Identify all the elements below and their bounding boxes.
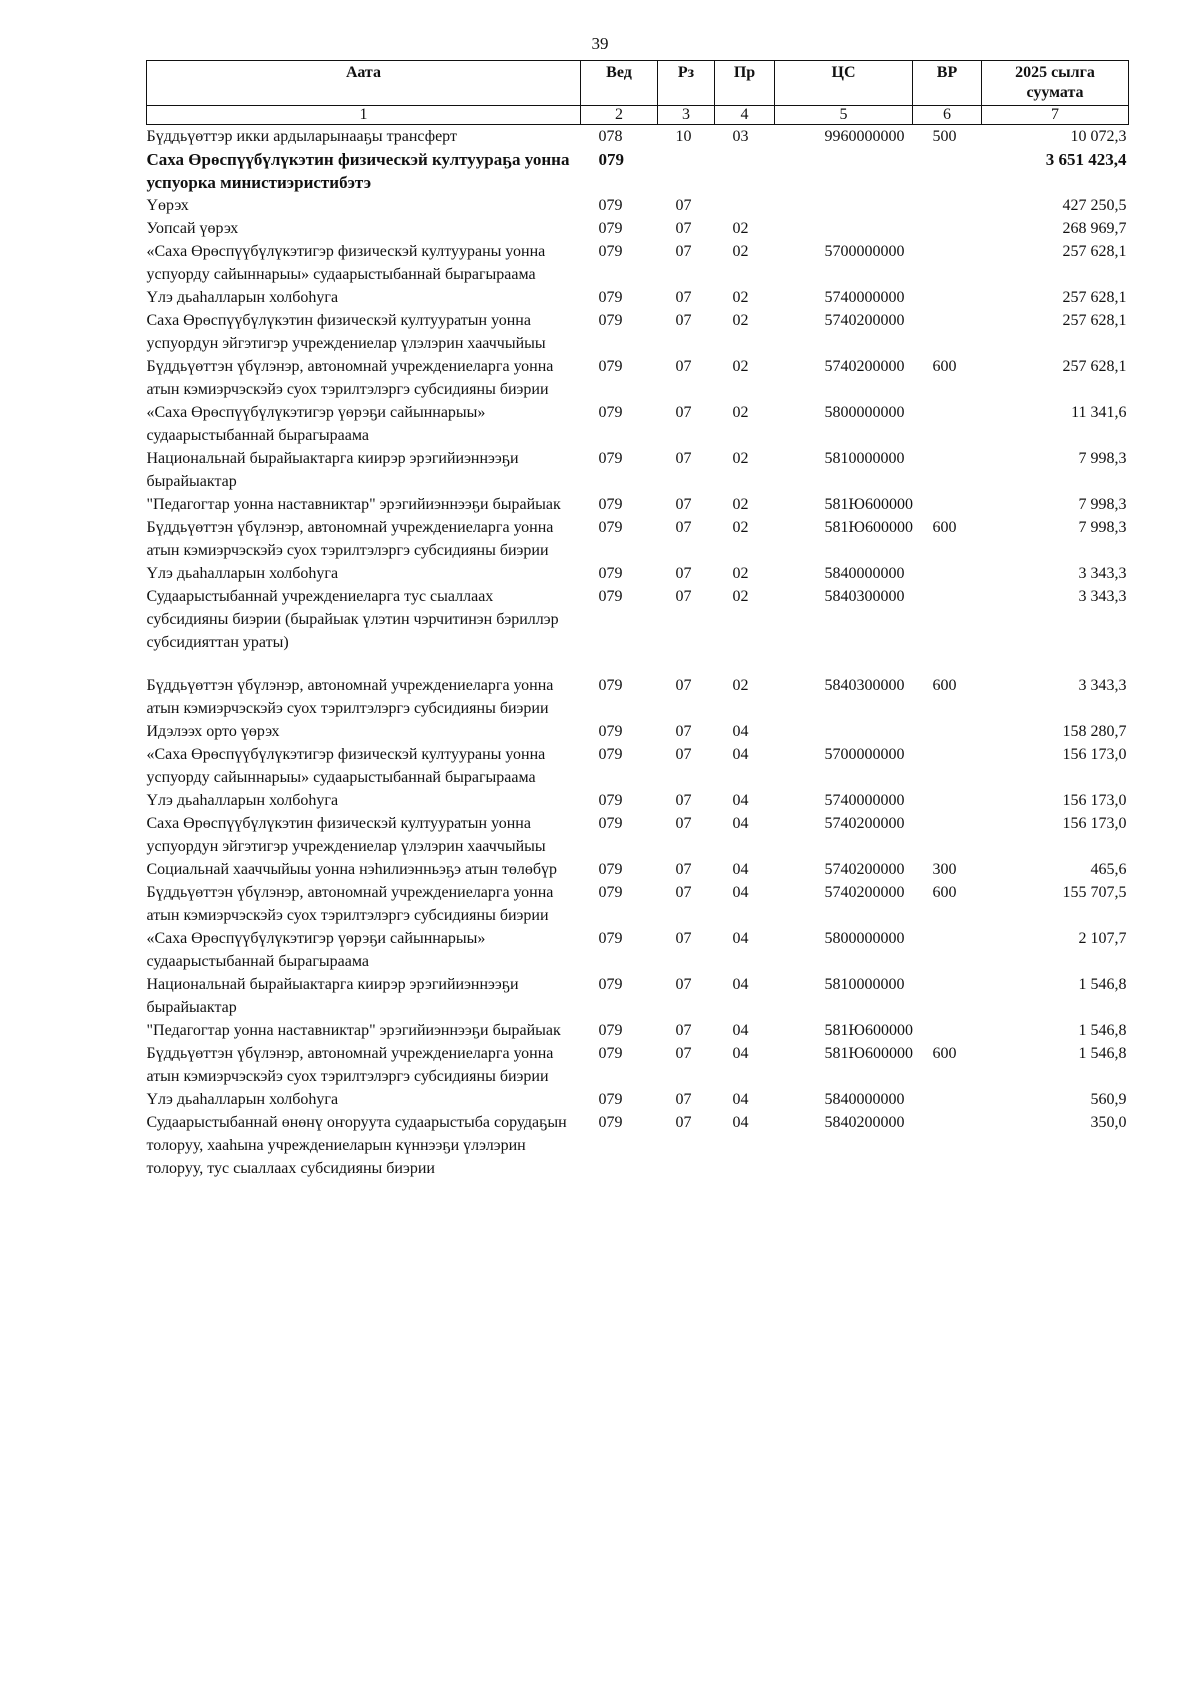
row-sum: 7 998,3 (1078, 496, 1127, 513)
table-row (147, 309, 1129, 355)
row-pr: 04 (732, 723, 749, 740)
row-vr (913, 493, 982, 516)
row-ved: 079 (598, 450, 623, 467)
row-name: Саха Өрөспүүбүлүкэтин физическэй култуураҕа уонна успуорка министиэристибэтэ (146, 150, 570, 192)
table-row (147, 1088, 1129, 1111)
table-row (147, 743, 1129, 789)
row-rz: 07 (675, 1045, 692, 1062)
row-vr (913, 973, 982, 1019)
row-sum: 465,6 (1090, 861, 1127, 878)
row-name: «Саха Өрөспүүбүлүкэтигэр үөрэҕи сайыннарыы» судаарыстыбаннай бырагыраама (146, 930, 486, 970)
header-pr: Пр (715, 61, 775, 106)
row-ved: 079 (598, 289, 623, 306)
row-sum: 3 343,3 (1078, 588, 1127, 605)
row-name: Үлэ дьаһалларын холбоһуга (146, 565, 339, 582)
row-cs: 5840300000 (824, 677, 905, 694)
row-vr: 600 (932, 358, 957, 375)
column-number: 3 (658, 106, 715, 125)
row-rz: 07 (675, 1022, 692, 1039)
row-cs (775, 148, 913, 194)
row-ved: 079 (598, 815, 623, 832)
row-rz: 07 (675, 588, 692, 605)
table-row (147, 585, 1129, 674)
row-name: Бүддьүөттэн үбүлэнэр, автономнай учреждениеларга уонна атын кэмиэрчэскэйэ суох тэрилтэлэргэ субсидияны биэрии (146, 677, 554, 717)
row-name: «Саха Өрөспүүбүлүкэтигэр физическэй култуураны уонна успуорду сайыннарыы» судаарыстыбаннай бырагыраама (146, 746, 546, 786)
row-sum: 156 173,0 (1062, 815, 1127, 832)
row-vr (913, 720, 982, 743)
table-row (147, 789, 1129, 812)
row-vr (913, 148, 982, 194)
row-name: Бүддьүөттэн үбүлэнэр, автономнай учреждениеларга уонна атын кэмиэрчэскэйэ суох тэрилтэлэргэ субсидияны биэрии (146, 1045, 554, 1085)
row-sum: 560,9 (1090, 1091, 1127, 1108)
row-ved: 079 (598, 150, 624, 169)
row-pr: 04 (732, 1045, 749, 1062)
row-cs: 5800000000 (824, 404, 905, 421)
row-pr: 02 (732, 220, 749, 237)
row-ved: 079 (598, 588, 623, 605)
row-name: «Саха Өрөспүүбүлүкэтигэр физическэй култуураны уонна успуорду сайыннарыы» судаарыстыбаннай бырагыраама (146, 243, 546, 283)
table-row (147, 217, 1129, 240)
row-cs: 5740000000 (824, 289, 905, 306)
row-name: Үлэ дьаһалларын холбоһуга (146, 792, 339, 809)
row-ved: 079 (598, 1091, 623, 1108)
row-rz: 07 (675, 358, 692, 375)
row-name: Үлэ дьаһалларын холбоһуга (146, 289, 339, 306)
row-rz: 07 (675, 815, 692, 832)
header-rz: Рз (658, 61, 715, 106)
row-vr (913, 789, 982, 812)
header-sum: 2025 сылга суумата (982, 61, 1129, 106)
row-pr: 03 (732, 128, 749, 145)
row-ved: 079 (598, 792, 623, 809)
row-rz: 10 (675, 128, 692, 145)
row-cs (775, 194, 913, 217)
row-rz: 07 (675, 746, 692, 763)
row-rz: 07 (675, 220, 692, 237)
row-cs: 5810000000 (824, 450, 905, 467)
row-ved: 079 (598, 723, 623, 740)
row-name: Саха Өрөспүүбүлүкэтин физическэй култууратын уонна успуордун эйгэтигэр учреждениелар үлэлэрин хааччыйыы (146, 815, 546, 855)
row-pr: 04 (732, 1114, 749, 1131)
row-rz: 07 (675, 1114, 692, 1131)
row-vr: 500 (932, 128, 957, 145)
row-vr: 600 (932, 677, 957, 694)
row-pr: 04 (732, 1091, 749, 1108)
row-pr: 02 (732, 677, 749, 694)
row-cs: 5800000000 (824, 930, 905, 947)
row-pr: 02 (732, 312, 749, 329)
row-cs: 581Ю600000 (824, 519, 913, 536)
row-ved: 079 (598, 519, 623, 536)
table-row (147, 401, 1129, 447)
table-row (147, 240, 1129, 286)
row-sum: 7 998,3 (1078, 450, 1127, 467)
row-pr: 02 (732, 450, 749, 467)
row-cs: 5700000000 (824, 243, 905, 260)
row-rz: 07 (675, 861, 692, 878)
row-rz: 07 (675, 723, 692, 740)
row-cs: 5840300000 (824, 588, 905, 605)
row-sum: 3 343,3 (1078, 677, 1127, 694)
row-vr (913, 194, 982, 217)
table-row (147, 1111, 1129, 1180)
row-name: Бүддьүөттэн үбүлэнэр, автономнай учреждениеларга уонна атын кэмиэрчэскэйэ суох тэрилтэлэргэ субсидияны биэрии (146, 884, 554, 924)
row-name: Бүддьүөттэр икки ардыларынааҕы трансферт (146, 128, 457, 145)
row-vr (913, 1019, 982, 1042)
row-sum: 158 280,7 (1062, 723, 1127, 740)
table-row (147, 973, 1129, 1019)
row-sum: 268 969,7 (1062, 220, 1127, 237)
row-rz (658, 148, 715, 194)
row-vr: 300 (932, 861, 957, 878)
row-ved: 079 (598, 884, 623, 901)
table-row (147, 720, 1129, 743)
table-row (147, 927, 1129, 973)
row-vr (913, 286, 982, 309)
row-sum: 1 546,8 (1078, 976, 1127, 993)
table-row (147, 1042, 1129, 1088)
row-sum: 10 072,3 (1070, 128, 1127, 145)
row-ved: 079 (598, 243, 623, 260)
row-vr (913, 1088, 982, 1111)
row-name: Үөрэх (146, 197, 189, 214)
row-ved: 079 (598, 220, 623, 237)
row-sum: 11 341,6 (1071, 404, 1127, 421)
row-rz: 07 (675, 496, 692, 513)
header-vr: ВР (913, 61, 982, 106)
row-ved: 079 (598, 930, 623, 947)
row-name: Үлэ дьаһалларын холбоһуга (146, 1091, 339, 1108)
row-cs: 5740200000 (824, 884, 905, 901)
table-row (147, 286, 1129, 309)
table-row (147, 125, 1129, 149)
row-sum: 3 343,3 (1078, 565, 1127, 582)
row-ved: 079 (598, 677, 623, 694)
header-cs: ЦС (775, 61, 913, 106)
row-cs: 5740000000 (824, 792, 905, 809)
row-pr: 02 (732, 565, 749, 582)
row-sum: 257 628,1 (1062, 243, 1127, 260)
table-row (147, 812, 1129, 858)
row-sum: 156 173,0 (1062, 746, 1127, 763)
row-cs: 5740200000 (824, 312, 905, 329)
row-vr (913, 309, 982, 355)
table-row (147, 447, 1129, 493)
row-sum: 2 107,7 (1078, 930, 1127, 947)
column-number-row (147, 106, 1129, 125)
column-number: 2 (581, 106, 658, 125)
column-number: 4 (715, 106, 775, 125)
row-vr (913, 447, 982, 493)
table-row (147, 1019, 1129, 1042)
row-pr: 02 (732, 358, 749, 375)
row-cs: 5740200000 (824, 815, 905, 832)
row-pr (715, 148, 775, 194)
row-cs: 5840000000 (824, 1091, 905, 1108)
row-pr: 04 (732, 976, 749, 993)
row-vr: 600 (932, 1045, 957, 1062)
table-row (147, 881, 1129, 927)
table-body (147, 125, 1129, 1181)
row-pr: 04 (732, 792, 749, 809)
row-name: "Педагогтар уонна наставниктар" эрэгийиэннээҕи бырайыак (146, 496, 561, 513)
row-pr: 02 (732, 496, 749, 513)
row-vr (913, 217, 982, 240)
header-name: Аата (147, 61, 581, 106)
row-cs: 9960000000 (824, 128, 905, 145)
row-pr (715, 194, 775, 217)
row-ved: 079 (598, 746, 623, 763)
row-rz: 07 (675, 519, 692, 536)
row-rz: 07 (675, 289, 692, 306)
row-sum: 427 250,5 (1062, 197, 1127, 214)
row-pr: 02 (732, 588, 749, 605)
row-name: Идэлээх орто үөрэх (146, 723, 280, 740)
row-name: Уопсай үөрэх (146, 220, 239, 237)
row-cs: 5740200000 (824, 358, 905, 375)
row-sum: 3 651 423,4 (1045, 150, 1127, 169)
row-pr: 02 (732, 243, 749, 260)
table-row (147, 674, 1129, 720)
row-pr: 04 (732, 815, 749, 832)
row-ved: 079 (598, 1045, 623, 1062)
row-cs: 5740200000 (824, 861, 905, 878)
row-pr: 04 (732, 930, 749, 947)
row-name: Судаарыстыбаннай өнөнү оҥоруута судаарыстыба сорудаҕын толоруу, хааһына учреждениеларын күннээҕи үлэлэрин толоруу, тус сыаллаах субсидияны биэрии (146, 1114, 567, 1177)
row-sum: 7 998,3 (1078, 519, 1127, 536)
row-name: «Саха Өрөспүүбүлүкэтигэр үөрэҕи сайыннарыы» судаарыстыбаннай бырагыраама (146, 404, 486, 444)
row-sum: 257 628,1 (1062, 289, 1127, 306)
row-vr (913, 401, 982, 447)
row-vr: 600 (932, 519, 957, 536)
row-sum: 1 546,8 (1078, 1045, 1127, 1062)
row-rz: 07 (675, 1091, 692, 1108)
row-vr (913, 927, 982, 973)
column-number: 7 (982, 106, 1129, 125)
row-rz: 07 (675, 884, 692, 901)
row-ved: 078 (598, 128, 623, 145)
row-cs: 5810000000 (824, 976, 905, 993)
row-ved: 079 (598, 565, 623, 582)
row-rz: 07 (675, 565, 692, 582)
row-cs: 5840000000 (824, 565, 905, 582)
row-rz: 07 (675, 243, 692, 260)
row-rz: 07 (675, 312, 692, 329)
row-vr (913, 743, 982, 789)
row-vr (913, 812, 982, 858)
row-pr: 04 (732, 884, 749, 901)
row-pr: 02 (732, 289, 749, 306)
row-rz: 07 (675, 677, 692, 694)
row-name: Саха Өрөспүүбүлүкэтин физическэй култууратын уонна успуордун эйгэтигэр учреждениелар үлэлэрин хааччыйыы (146, 312, 546, 352)
row-rz: 07 (675, 930, 692, 947)
row-name: "Педагогтар уонна наставниктар" эрэгийиэннээҕи бырайыак (146, 1022, 561, 1039)
row-name: Национальнай бырайыактарга киирэр эрэгийиэннээҕи бырайыактар (146, 976, 519, 1016)
row-ved: 079 (598, 1114, 623, 1131)
row-name: Бүддьүөттэн үбүлэнэр, автономнай учреждениеларга уонна атын кэмиэрчэскэйэ суох тэрилтэлэргэ субсидияны биэрии (146, 519, 554, 559)
row-pr: 04 (732, 746, 749, 763)
table-row (147, 516, 1129, 562)
table-row (147, 148, 1129, 194)
row-rz: 07 (675, 792, 692, 809)
row-pr: 02 (732, 404, 749, 421)
table-row (147, 355, 1129, 401)
row-cs (775, 217, 913, 240)
row-pr: 02 (732, 519, 749, 536)
row-ved: 079 (598, 312, 623, 329)
table-row (147, 562, 1129, 585)
row-vr (913, 1111, 982, 1180)
row-sum: 156 173,0 (1062, 792, 1127, 809)
header-ved: Вед (581, 61, 658, 106)
row-cs: 581Ю600000 (824, 1022, 913, 1039)
row-rz: 07 (675, 450, 692, 467)
column-number: 5 (775, 106, 913, 125)
row-sum: 155 707,5 (1062, 884, 1127, 901)
page-number: 39 (591, 34, 609, 53)
column-number: 1 (147, 106, 581, 125)
row-rz: 07 (675, 404, 692, 421)
row-pr: 04 (732, 861, 749, 878)
row-cs: 581Ю600000 (824, 496, 913, 513)
table-row (147, 493, 1129, 516)
table-row (147, 194, 1129, 217)
row-sum: 1 546,8 (1078, 1022, 1127, 1039)
row-ved: 079 (598, 1022, 623, 1039)
row-cs: 5700000000 (824, 746, 905, 763)
row-sum: 257 628,1 (1062, 358, 1127, 375)
row-vr (913, 562, 982, 585)
row-cs: 5840200000 (824, 1114, 905, 1131)
row-ved: 079 (598, 861, 623, 878)
row-rz: 07 (675, 976, 692, 993)
row-vr (913, 240, 982, 286)
row-ved: 079 (598, 358, 623, 375)
row-rz: 07 (675, 197, 692, 214)
row-cs (775, 720, 913, 743)
row-sum: 257 628,1 (1062, 312, 1127, 329)
row-pr: 04 (732, 1022, 749, 1039)
row-cs: 581Ю600000 (824, 1045, 913, 1062)
row-name: Национальнай бырайыактарга киирэр эрэгийиэннээҕи бырайыактар (146, 450, 519, 490)
budget-table (146, 60, 1129, 1180)
row-ved: 079 (598, 976, 623, 993)
row-name: Судаарыстыбаннай учреждениеларга тус сыаллаах субсидияны биэрии (бырайыак үлэтин чэрчитинэн бэриллэр субсидияттан ураты) (146, 588, 559, 651)
row-name: Бүддьүөттэн үбүлэнэр, автономнай учреждениеларга уонна атын кэмиэрчэскэйэ суох тэрилтэлэргэ субсидияны биэрии (146, 358, 554, 398)
header-row (147, 61, 1129, 106)
row-vr (913, 585, 982, 674)
table-row (147, 858, 1129, 881)
row-sum: 350,0 (1090, 1114, 1127, 1131)
row-name: Социальнай хааччыйыы уонна нэһилиэнньэҕэ атын төлөбүр (146, 861, 558, 878)
row-ved: 079 (598, 404, 623, 421)
column-number: 6 (913, 106, 982, 125)
row-vr: 600 (932, 884, 957, 901)
row-ved: 079 (598, 496, 623, 513)
row-ved: 079 (598, 197, 623, 214)
